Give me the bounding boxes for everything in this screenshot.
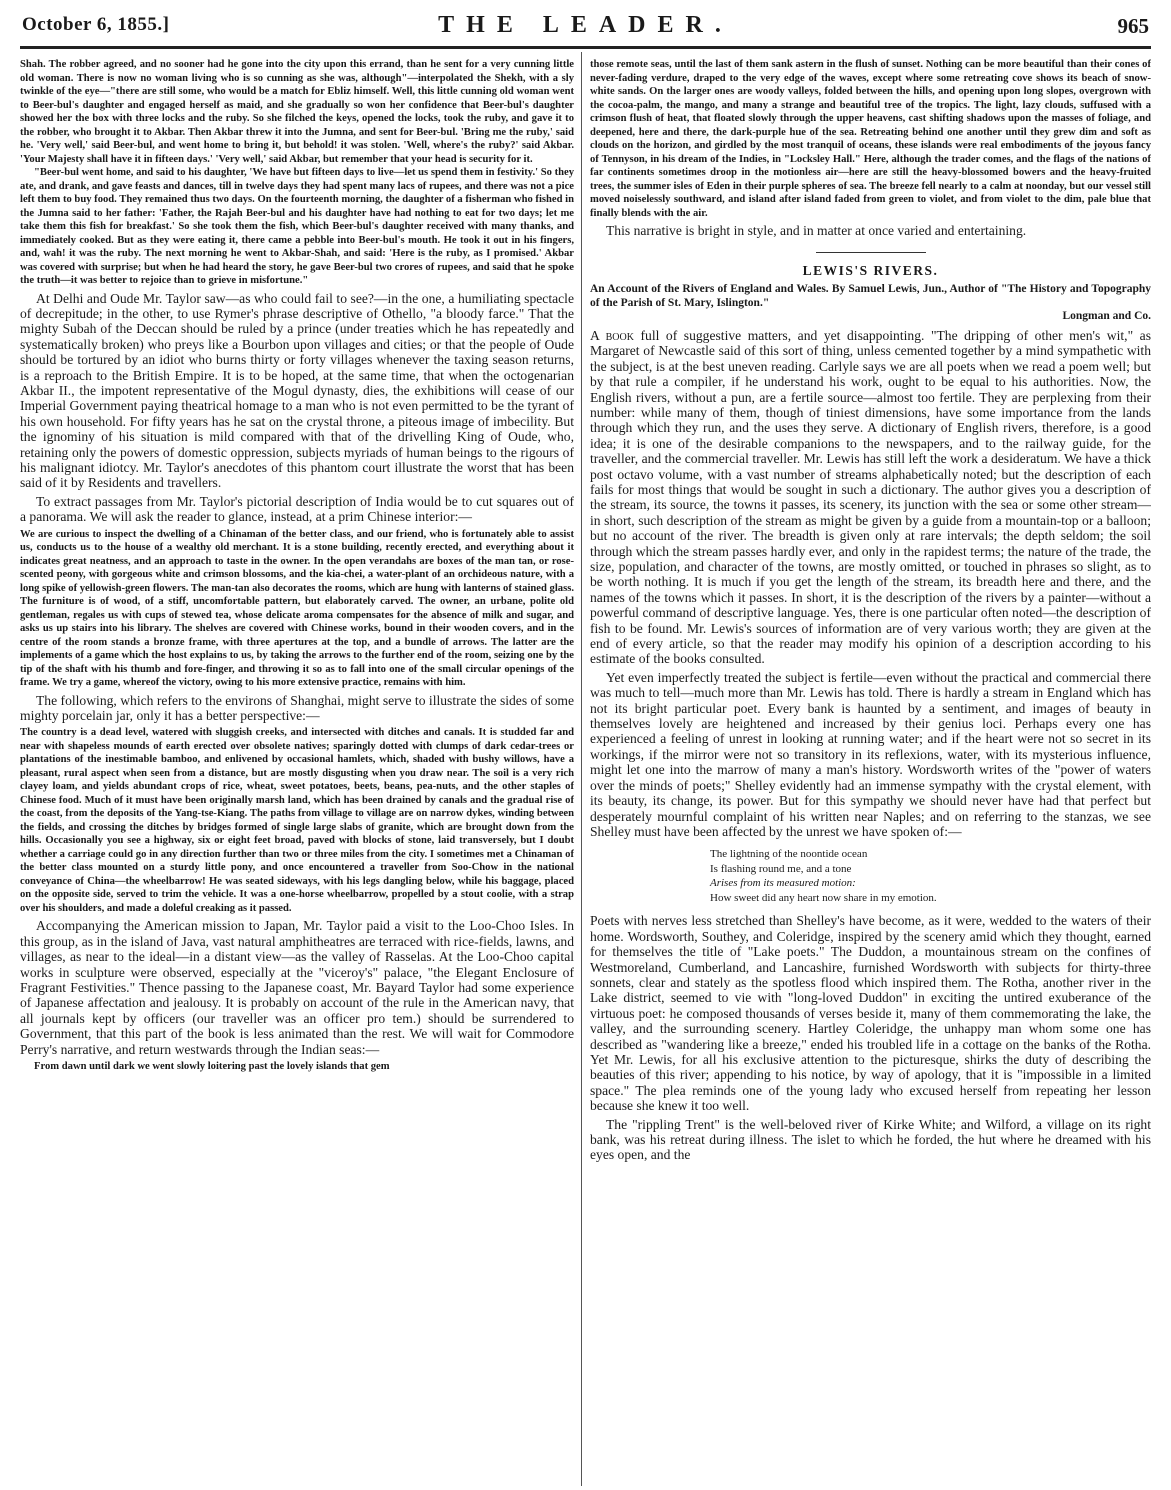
body-paragraph-trent: The "rippling Trent" is the well-beloved river of Kirke White; and Wilford, a village on its right bank, was his retreat during illness. The islet to which he forded, the hut where he dreamed with his eyes open, and the xyxy=(590,1116,1151,1163)
body-paragraph-fertile: Yet even imperfectly treated the subject is fertile—even without the practical and commercial there was much to tell—much more than Mr. Lewis has told. There is hardly a stream in England which has not its bright particular poet. Every bank is haunted by a sentiment, and images of beauty in themselves lovely are heightened and increased by their genius loci. Perhaps every one has experienced a feeling of unrest in looking at running water; and if the heart were not so secret in its workings, if the mirror were not so transitory in its reflexions, water, with its mysterious influence, might let one into the marrow of many a man's history. Wordsworth writes of the "power of waters over the minds of poets;" Shelley evidently had an immense sympathy with the crystal element, with its beauty, its change, its power. But for this sympathy we should never have had that perfect but desperately mournful complaint of his written near Naples; and on referring to the stanzas, we see Shelley must have been affected by the unrest we have spoken of:— xyxy=(590,669,1151,839)
left-column xyxy=(20,58,574,1486)
issue-date: October 6, 1855.] xyxy=(22,14,170,35)
poem-line: Is flashing round me, and a tone xyxy=(710,862,852,875)
poem-line: How sweet did any heart now share in my emotion. xyxy=(710,891,937,904)
poem-quote xyxy=(710,847,1151,905)
section-title: LEWIS'S RIVERS. xyxy=(802,263,939,279)
section-divider xyxy=(816,252,926,253)
body-paragraph-shanghai: The following, which refers to the environs of Shanghai, might serve to illustrate the sides of some mighty porcelain jar, only it has a better perspective:— xyxy=(20,692,574,723)
body-paragraph-lake-poets: Poets with nerves less stretched than Shelley's have become, as it were, wedded to the waters of their home. Wordsworth, Southey, and Coleridge, inspired by the scenery amid which they thought, earned for themselves the title of "Lake poets." The Duddon, a mountainous stream on the confines of Westmoreland, Cumberland, and Lancashire, furnished Wordsworth with subjects for thirty-three sonnets, clear and stately as the spotless flood which inspired them. The Rotha, another river in the Lake district, seemed to vie with "long-loved Duddon" in exciting the untired exuberance of the virtuous poet: he composed thousands of verses beside it, many of them commemorating the lake, the valley, and the surrounding scenery. Hartley Coleridge, the unhappy man whom some one has described as "wandering like a breeze," ended his troubled life in a cottage on the banks of the Rotha. Yet Mr. Lewis, for all his exclusive attention to the picturesque, shirks the duty of describing the beauties of this river; appending to his notice, by way of apology, that it is "impossible in a limited space." The plea reminds one of the young lady who excused herself from repeating her lesson because she knew it too well. xyxy=(590,913,1151,1114)
quote-shanghai: The country is a dead level, watered with sluggish creeks, and intersected with ditches and canals. It is studded far and near with shapeless mounds of earth erected over obsolete natives; sparingly dotted with clumps of dark cedar-trees or plantations of the inestimable bamboo, and enlivened by occasional hamlets, which, shaded with bushy willows, have a pleasant, rural aspect when seen from a distance, but are mostly disgusting when you draw near. The soil is a very rich clayey loam, and yields abundant crops of rice, wheat, sweet potatoes, beets, beans, pea-nuts, and the other staples of Chinese food. Much of it must have been originally marsh land, which has been drained by canals and the gradual rise of the coast, from the deposits of the Yang-tse-Kiang. The paths from village to village are on narrow dykes, winding between the fields, and crossing the ditches by bridges formed of single large slabs of granite, which are brought down from the hills. Occasionally you see a highway, six or eight feet broad, paved with blocks of stone, laid transversely, but I doubt whether a carriage could go in any direction further than two or three miles from the city. I sometimes met a Chinaman of the better class mounted on a sturdy little pony, and once encountered a traveller from Soo-Chow in the national conveyance of China—the wheelbarrow! He was seated sideways, with his legs dangling below, while his baggage, placed on the opposite side, served to trim the vehicle. It was a one-horse wheelbarrow, propelled by a stout coolie, with a strap over his shoulders, and made a doleful creaking as it passed. xyxy=(20,727,574,914)
body-paragraph-delhi: At Delhi and Oude Mr. Taylor saw—as who could fail to see?—in the one, a humiliating spectacle of decrepitude; in the other, to use Rymer's phrase descriptive of Othello, "a bloody farce." That the mighty Subah of the Deccan should be ruled by a prince (under treaties which he has repeatedly and systematically broken) who preys like a Bourbon upon villages and cities; or that the people of Oude should be tortured by an idiot who burns thirty or forty villages whenever the taxing season returns, is a reproach to the British Empire. It is to be hoped, at the same time, that when the octogenarian Akbar II., the impotent representative of the Mogul dynasty, dies, the exhibitions will cease of our Imperial Government paying theatrical homage to a man who is not even permitted to be the tyrant of his own household. For fifty years has he sat on the crystal throne, a piteous image of imbecility. But the ignominy of his situation is mild compared with that of the drivelling King of Oude, who, retaining only the powers of domestic oppression, subjects myriads of human beings to the rigours of his malignant idiotcy. Mr. Taylor's anecdotes of this phantom court illustrate the worst that has been said of it by Residents and travellers. xyxy=(20,290,574,491)
right-column xyxy=(590,58,1151,1486)
review-text: full of suggestive matters, and yet disappointing. "The dripping of other men's wit," as Margaret of Newcastle said of this sort of thing, unless cemented together by a mind sympathetic with the subject, is at the best uneven reading. Carlyle says we are all poets when we read a poem well; but by that rule a compiler, if he understand his work, ought to be equal to his authorities. Now, the English rivers, without a pun, are a fertile source—almost too fertile. They are perplexing from their number: while many of them, though of tiniest dimensions, have some importance from the lands through which they run, and the uses they serve. A dictionary of English rivers, therefore, is a good idea; it is one of the desirable companions to the newspapers, and to the railway guide, for the traveller, and the commercial traveller. Mr. Lewis has still left the work a desideratum. We have a thick post octavo volume, with a vast number of streams alphabetically noted; but the description of each fails for most things that would be sought in such a dictionary. The author gives you a description of the stream, its source, the towns it passes, its scenery, its junction with the sea or some other stream—in short, such description of the stream as might be given by a guide from a mountain-top or a balloon; but no account of the river. The breadth is given only at rare intervals; the depth seldom; the soil through which the stream passes hardly ever, and only in the rapidest terms; the nature of the trade, the size, population, and character of the towns, are mostly omitted, or touched in phrases so slight, as to be worth nothing. It is much if you get the length of the stream, its breadth here and there, and the names of the towns which it passes. In short, it is the description of the rivers by a painter—without a powerful command of descriptive language. Yes, there is one particular often noted—the description of fish to be found. Mr. Lewis's sources of information are of very various worth; they are given at the end of every article, so that the reader may modify his opinion of a description according to his estimate of the books consulted. xyxy=(590,327,1151,667)
publisher: Longman and Co. xyxy=(1062,310,1151,323)
poem-line: Arises from its measured motion: xyxy=(710,877,856,890)
body-paragraph-review xyxy=(590,328,1151,667)
body-paragraph-extract: To extract passages from Mr. Taylor's pictorial description of India would be to cut squares out of a panorama. We will ask the reader to glance, instead, at a prim Chinese interior:— xyxy=(20,493,574,525)
header-rule xyxy=(20,46,1151,49)
story-text-1: Shah. The robber agreed, and no sooner had he gone into the city upon this errand, than he sent for a very cunning little old woman. There is now no woman living who is so cunning as she was, although"—interpolated the Shekh, with a sly twinkle of the eye—"there are still some, who would be a match for Ebliz himself. Well, this little cunning old woman went to Beer-bul's daughter and engaged herself as maid, and she gradually so won her confidence that Beer-bul's daughter showed her the box with three locks and the ruby. So she filched the keys, opened the locks, took the ruby, and gave it to the robber, who brought it to Akbar. Then Akbar threw it into the Jumna, and sent for Beer-bul. 'Bring me the ruby,' said he. 'Very well,' said Beer-bul, and went home to bring it, but behold! it was stolen. 'Well, where's the ruby?' said Akbar. 'Your Majesty shall have it in fifteen days.' 'Very well,' said Akbar, but remember that your head is security for it. xyxy=(20,59,574,165)
column-divider xyxy=(581,52,582,1486)
story-text-2: "Beer-bul went home, and said to his daughter, 'We have but fifteen days to live—let us spend them in festivity.' So they ate, and drank, and gave feasts and dances, till in twelve days they had spent many lacs of rupees, and there was not a pice left them to buy food. They remained thus two days. On the fourteenth morning, the daughter of a fisherman who fished in the Jumna said to her father: 'Father, the Rajah Beer-bul and his daughter have had nothing to eat for two days; let me take them this fish for breakfast.' So she took them the fish, which Beer-bul's daughter received with many thanks, and immediately cooked. But as they were eating it, there came a pebble into Beer-bul's mouth. He took it out in his fingers, and, wah! it was the ruby. The next morning he went to Akbar-Shah, and said: 'Here is the ruby, as I promised.' Akbar was covered with surprise; but when he had heard the story, he gave Beer-bul two crores of rupees, and said that he spoke the truth—it was better to rejoice than to grieve in misfortune." xyxy=(20,167,574,286)
newspaper-title: THE LEADER. xyxy=(438,12,733,38)
page-number: 965 xyxy=(1117,14,1149,38)
poem-line: The lightning of the noontide ocean xyxy=(710,848,868,861)
drop-lead: A book xyxy=(590,327,634,343)
quote-islands-start: From dawn until dark we went slowly loitering past the lovely islands that gem xyxy=(34,1061,390,1073)
book-reference xyxy=(590,283,1151,324)
page-header xyxy=(0,0,1171,46)
body-paragraph-loo-choo: Accompanying the American mission to Japan, Mr. Taylor paid a visit to the Loo-Choo Isles. In this group, as in the island of Java, vast natural amphitheatres are terraced with rice-fields, lawns, and villages, as near to the ideal—in a distant view—as the valley of Rasselas. At the Loo-Choo capital works in sculpture were observed, especially at the "viceroy's" palace, "the Elegant Enclosure of Fragrant Festivities." Thence passing to the Japanese coast, Mr. Bayard Taylor had some experience of Japanese affectation and jealousy. It is probably on account of the rule in the American navy, that all journals kept by officers (our traveller was an officer pro tem.) should be surrendered to Government, that this part of the book is less animated than the rest. We will wait for Commodore Perry's narrative, and return westwards through the Indian seas:— xyxy=(20,918,574,1057)
quote-chinese-interior: We are curious to inspect the dwelling of a Chinaman of the better class, and our friend, who is fortunately able to assist us, conducts us to the house of a wealthy old merchant. It is a stone building, recently erected, and everything about it indicates great neatness, and an approach to taste in the owner. In the open verandahs are boxes of the man tan, or rose-scented peony, with gorgeous white and crimson blossoms, and the kia-chei, a water-plant of an orchideous nature, with a long spike of yellowish-green flowers. The man-tan also decorates the rooms, which are hung with lanterns of stained glass. The furniture is of wood, of a stiff, uncomfortable pattern, but elaborately carved. The owner, an urbane, polite old gentleman, regales us with cups of stewed tea, whose delicate aroma compensates for the absence of milk and sugar, and asks us up stairs into his library. The shelves are covered with Chinese works, bound in their wooden covers, and in the centre of the room stands a bronze frame, with three apertures at the top, and a bundle of arrows. The latter are the implements of a game which the host explains to us, by taking the arrows to the further end of the room, seizing one by the tip of the shaft with his thumb and fore-finger, and throwing it so as to fall into one of the small circular openings of the frame. We try a game, whereof the victory, owing to his more extensive practice, remains with him. xyxy=(20,528,574,689)
quote-islands-continued: those remote seas, until the last of them sank astern in the flush of sunset. Nothing can be more beautiful than their cones of never-fading verdure, draped to the very edge of the waves, except where some retreating cove shows its beach of snow-white sands. On the larger ones are woody valleys, folded between the hills, and opening upon long slopes, overgrown with the cocoa-palm, the mango, and many a strange and beautiful tree of the tropics. The light, lazy clouds, suffused with a crimson flush of heat, that floated slowly through the upper heavens, cast shifting shadows upon the masses of foliage, and deepened, here and there, the dark-purple hue of the sea. Retreating behind one another until they grew dim and soft as clouds on the horizon, and girdled by the most tranquil of oceans, these islands were real embodiments of the joyous fancy of Tennyson, in his dream of the Indies, in "Locksley Hall." Here, although the trader comes, and the flags of the nations of far continents sometimes droop in the motionless air—here are still the heavy-blossomed bowers and the heavy-fruited trees, the summer isles of Eden in their purple spheres of sea. The breeze fell nearly to a calm at noonday, but our vessel still moved noiselessly southward, and island after island faded from green to violet, and from violet to the dim, pale blue that finally blends with the air. xyxy=(590,59,1151,219)
body-paragraph-narrative: This narrative is bright in style, and in matter at once varied and entertaining. xyxy=(606,223,1027,238)
book-citation: An Account of the Rivers of England and Wales. By Samuel Lewis, Jun., Author of "The History and Topography of the Parish of St. Mary, Islington." xyxy=(590,283,1151,309)
